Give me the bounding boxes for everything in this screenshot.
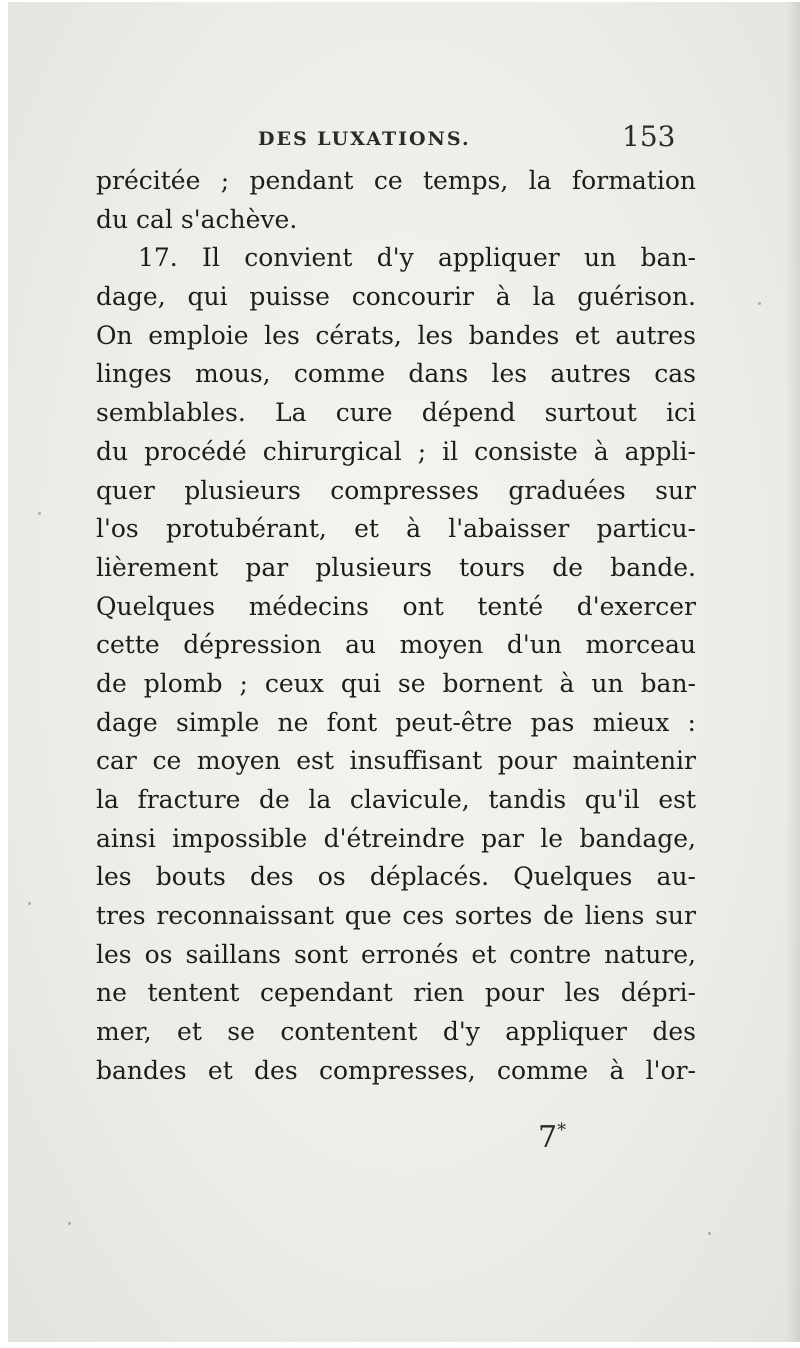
text-line: linges mous, comme dans les autres cas — [96, 359, 696, 389]
paper-speck — [28, 902, 31, 905]
text-line: dage, qui puisse concourir à la guérison. — [96, 282, 696, 312]
text-line: ne tentent cependant rien pour les dépri- — [96, 978, 696, 1008]
text-line: car ce moyen est insuffisant pour maintenir — [96, 746, 696, 776]
text-line: Quelques médecins ont tenté d'exercer — [96, 591, 696, 621]
page-header — [8, 120, 800, 160]
text-line: de plomb ; ceux qui se bornent à un ban- — [96, 668, 696, 698]
text-line: du procédé chirurgical ; il consiste à appli- — [96, 436, 696, 466]
paper-speck — [68, 1222, 71, 1225]
text-line: tres reconnaissant que ces sortes de liens sur — [96, 901, 696, 931]
text-line: cette dépression au moyen d'un morceau — [96, 630, 696, 660]
text-line: précitée ; pendant ce temps, la formation — [96, 166, 696, 195]
text-line: les os saillans sont erronés et contre nature, — [96, 939, 696, 969]
signature-asterisk: * — [557, 1120, 567, 1141]
signature-number: 7 — [538, 1120, 558, 1155]
text-line: les bouts des os déplacés. Quelques au- — [96, 862, 696, 892]
signature-mark — [538, 1120, 566, 1155]
text-line: la fracture de la clavicule, tandis qu'il est — [96, 785, 696, 814]
text-line: du cal s'achève. — [96, 204, 298, 234]
text-line: On emploie les cérats, les bandes et autres — [96, 320, 696, 350]
text-line: quer plusieurs compresses graduées sur — [96, 475, 696, 505]
text-line: semblables. La cure dépend surtout ici — [96, 398, 696, 428]
text-line: dage simple ne font peut-être pas mieux : — [96, 707, 696, 737]
paper-speck — [758, 302, 761, 305]
page-number: 153 — [622, 120, 676, 153]
text-line: lièrement par plusieurs tours de bande. — [96, 552, 696, 582]
text-line: bandes et des compresses, comme à l'or- — [96, 1055, 696, 1085]
text-line: ainsi impossible d'étreindre par le bandage, — [96, 823, 696, 853]
running-head: DES LUXATIONS. — [258, 128, 471, 150]
book-page — [8, 2, 800, 1342]
body-text — [96, 162, 696, 1091]
page-edge-shadow — [786, 2, 800, 1342]
text-line: mer, et se contentent d'y appliquer des — [96, 1017, 696, 1047]
text-line: 17. Il convient d'y appliquer un ban- — [138, 243, 696, 273]
paper-speck — [708, 1232, 711, 1235]
paper-speck — [38, 512, 41, 515]
text-line: l'os protubérant, et à l'abaisser particu- — [96, 514, 696, 544]
